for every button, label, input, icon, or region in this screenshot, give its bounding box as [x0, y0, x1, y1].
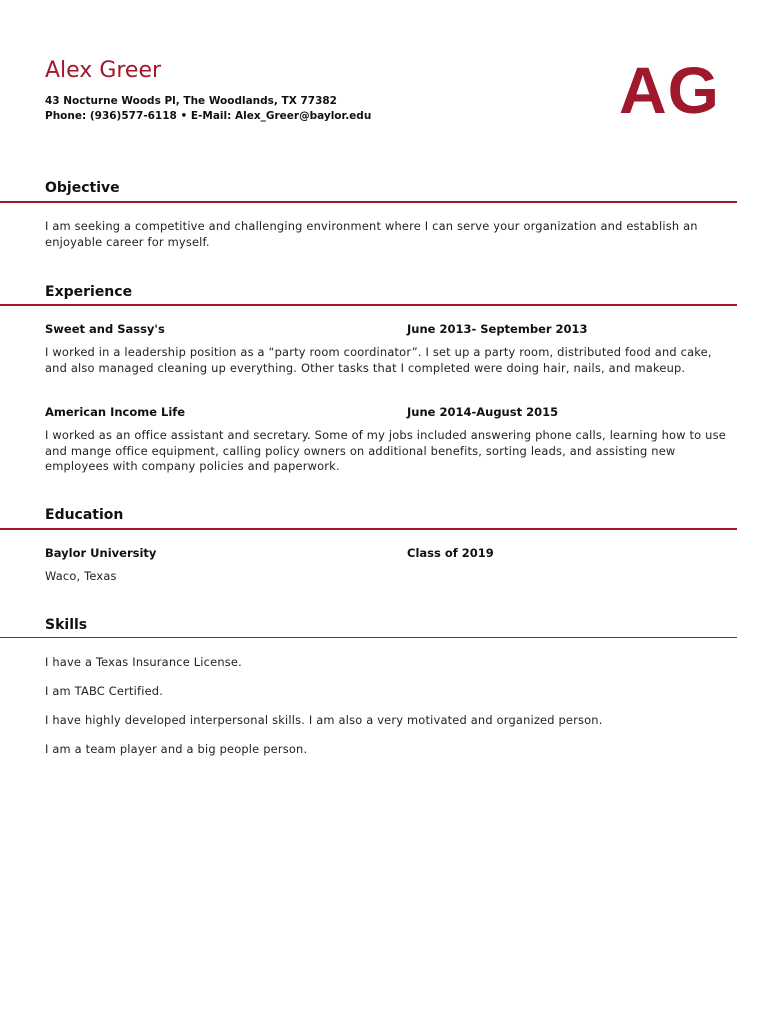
employment-dates: June 2014-August 2015 — [407, 405, 559, 419]
section-divider — [0, 528, 737, 530]
employer-name: American Income Life — [45, 405, 186, 419]
job-description: I worked as an office assistant and secretary. Some of my jobs included answering phone calls, learning how to use and mange office equipment, calling policy owners on additional benefits, sorting leads, and assisting new employees with company policies and paperwork. — [45, 428, 726, 473]
section-divider — [0, 304, 737, 306]
objective-text: I am seeking a competitive and challenging environment where I can serve your organization and establish an enjoyable career for myself. — [45, 219, 698, 249]
skill-item: I am TABC Certified. — [45, 684, 164, 698]
contact-line: Phone: (936)577-6118 • E-Mail: Alex_Greer@baylor.edu — [45, 110, 372, 122]
monogram-logo: AG — [619, 53, 720, 127]
section-title-skills: Skills — [45, 617, 88, 633]
employer-name: Sweet and Sassy's — [45, 322, 165, 336]
skill-item: I have highly developed interpersonal skills. I am also a very motivated and organized person. — [45, 713, 603, 727]
section-divider — [0, 201, 737, 203]
graduation-class: Class of 2019 — [407, 546, 494, 560]
candidate-name: Alex Greer — [45, 58, 162, 83]
section-title-objective: Objective — [45, 180, 120, 196]
skill-item: I have a Texas Insurance License. — [45, 655, 242, 669]
employment-dates: June 2013- September 2013 — [407, 322, 588, 336]
address-line: 43 Nocturne Woods Pl, The Woodlands, TX 77382 — [45, 95, 337, 107]
job-description: I worked in a leadership position as a “party room coordinator”. I set up a party room, distributed food and cake, and also managed cleaning up everything. Other tasks that I completed were doing hair, nails, and makeup. — [45, 345, 712, 375]
school-name: Baylor University — [45, 546, 157, 560]
skill-item: I am a team player and a big people person. — [45, 742, 308, 756]
section-divider — [0, 637, 737, 638]
section-title-education: Education — [45, 507, 124, 523]
section-title-experience: Experience — [45, 284, 133, 300]
school-location: Waco, Texas — [45, 569, 117, 583]
